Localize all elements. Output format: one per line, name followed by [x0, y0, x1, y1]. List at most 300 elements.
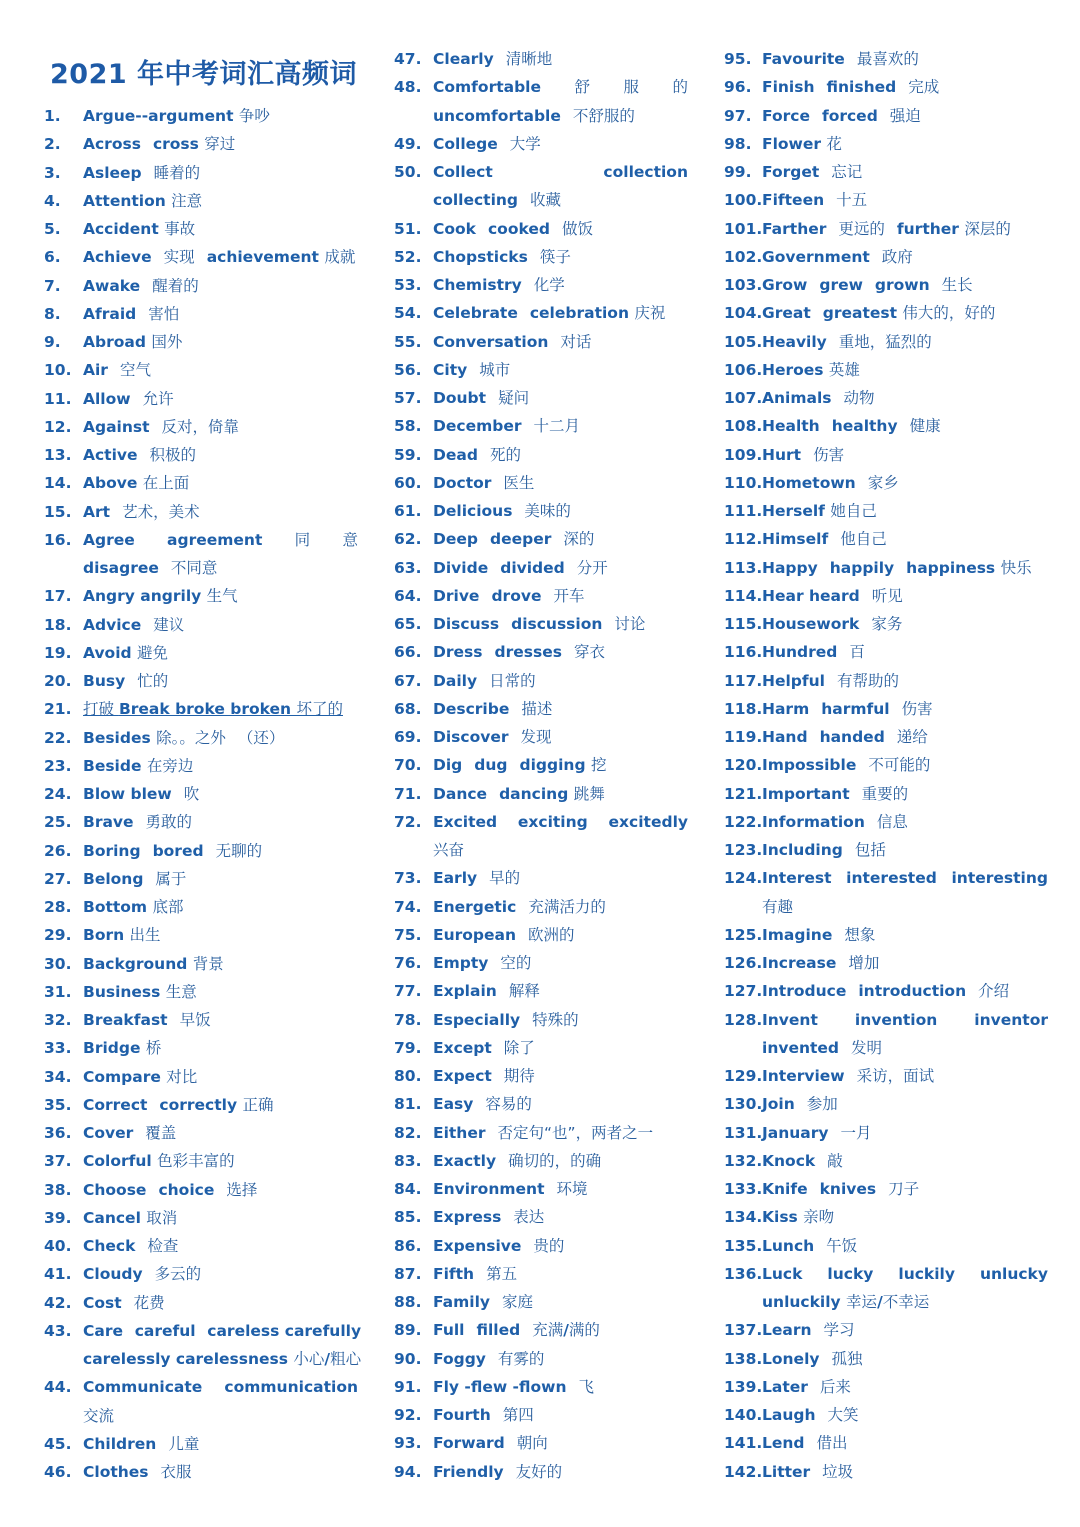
entry-text: 吹 — [183, 785, 200, 803]
entry-line — [762, 638, 1048, 666]
entry-line — [762, 469, 1048, 497]
entry-number: 44. — [44, 1378, 72, 1397]
entry-number: 18. — [44, 615, 72, 634]
entry-text: Fly -flew -flown — [433, 1377, 567, 1396]
vocab-entry — [394, 158, 688, 215]
entry-text: Learn — [762, 1321, 812, 1340]
vocab-entry — [724, 610, 1048, 638]
entry-text: Cost — [83, 1293, 122, 1312]
entry-text: 最喜欢的 — [856, 50, 919, 68]
vocab-entry — [394, 1345, 688, 1373]
entry-text: 伤害 — [813, 445, 845, 464]
entry-text: Favourite — [762, 50, 845, 68]
entry-number: 9. — [44, 333, 61, 351]
entry-text: 期待 — [503, 1067, 535, 1085]
entry-text: Argue--argument 争吵 — [83, 107, 270, 125]
entry-number: 119. — [724, 728, 763, 746]
entry-number: 123. — [724, 841, 763, 859]
entry-line — [83, 950, 358, 978]
entry-line — [83, 1402, 358, 1430]
entry-text: Lonely — [762, 1349, 820, 1368]
entry-line — [433, 186, 688, 214]
vocab-entry — [724, 158, 1048, 186]
entry-text: Foggy — [433, 1349, 486, 1368]
entry-line — [83, 724, 358, 752]
entry-text: 参加 — [806, 1095, 838, 1114]
entry-text: Kiss 亲吻 — [762, 1208, 835, 1227]
vocab-entry — [724, 582, 1048, 610]
entry-number: 92. — [394, 1406, 422, 1424]
entry-text: Lunch — [762, 1236, 815, 1255]
vocab-entry — [394, 441, 688, 469]
entry-text: Hear heard — [762, 586, 860, 605]
entry-line — [83, 1204, 358, 1232]
entry-text: Comfortable — [433, 78, 542, 97]
vocab-entry — [724, 808, 1048, 836]
entry-text: 检查 — [147, 1237, 179, 1255]
entry-number: 95. — [724, 50, 752, 68]
entry-line — [83, 1458, 358, 1486]
entry-line — [762, 1006, 1048, 1034]
entry-number: 43. — [44, 1321, 72, 1340]
entry-text: Knife — [762, 1180, 808, 1198]
entry-number: 121. — [724, 784, 763, 803]
entry-text: 覆盖 — [145, 1124, 177, 1142]
vocab-entry — [44, 526, 358, 583]
entry-text: 完成 — [908, 78, 940, 97]
entry-line — [433, 1175, 688, 1203]
vocab-entry — [394, 271, 688, 299]
entry-text: Impossible — [762, 756, 857, 775]
entry-text: Advice — [83, 615, 142, 634]
entry-number: 14. — [44, 474, 72, 493]
entry-number: 15. — [44, 502, 72, 521]
entry-text: 发现 — [520, 728, 552, 746]
vocab-entry — [394, 73, 688, 130]
entry-text: 筷子 — [539, 247, 571, 266]
vocab-entry — [44, 1232, 358, 1260]
entry-line — [83, 1430, 358, 1458]
entry-text: 醒着的 — [152, 276, 199, 295]
entry-text: 第五 — [486, 1264, 518, 1283]
entry-line — [83, 159, 358, 187]
vocab-entry — [394, 667, 688, 695]
entry-line — [83, 1119, 358, 1147]
entry-text: 积极的 — [149, 446, 197, 464]
vocab-entry — [724, 1316, 1048, 1344]
entry-number: 79. — [394, 1038, 422, 1057]
entry-text: Abroad 国外 — [83, 333, 183, 351]
entry-number: 6. — [44, 248, 61, 267]
entry-text: 十五 — [836, 191, 868, 210]
entry-text: Collect — [433, 163, 493, 181]
entry-number: 22. — [44, 728, 72, 747]
entry-text: Clearly — [433, 50, 494, 68]
entry-line — [433, 1090, 688, 1118]
entry-number: 90. — [394, 1349, 422, 1368]
entry-text: Government — [762, 247, 870, 266]
entry-text: Active — [83, 446, 138, 464]
entry-text: 增加 — [848, 954, 880, 972]
entry-text: exciting — [517, 812, 588, 831]
vocab-entry — [44, 808, 358, 836]
entry-number: 130. — [724, 1095, 763, 1114]
entry-number: 20. — [44, 672, 72, 690]
entry-text: Correct — [83, 1095, 148, 1114]
entry-line — [762, 554, 1048, 582]
entry-number: 85. — [394, 1208, 422, 1227]
entry-number: 71. — [394, 784, 422, 803]
entry-text: 递给 — [896, 728, 928, 746]
entry-line — [83, 978, 358, 1006]
entry-text: 深的 — [563, 530, 595, 549]
vocab-entry — [394, 977, 688, 1005]
entry-line — [762, 1147, 1048, 1175]
entry-text: Care — [83, 1321, 123, 1340]
entry-text: Environment — [433, 1180, 545, 1198]
entry-number: 116. — [724, 643, 763, 662]
entry-text: Especially — [433, 1010, 521, 1029]
entry-number: 135. — [724, 1236, 763, 1255]
vocab-entry — [724, 1401, 1048, 1429]
entry-number: 115. — [724, 615, 763, 633]
entry-number: 139. — [724, 1377, 763, 1396]
entry-number: 46. — [44, 1463, 72, 1481]
entry-number: 57. — [394, 389, 422, 407]
entry-text: 有帮助的 — [836, 671, 899, 690]
vocab-entry — [394, 893, 688, 921]
entry-text: Besides 除。。之外 — [83, 728, 226, 747]
vocab-entry — [44, 1289, 358, 1317]
entry-number: 10. — [44, 361, 72, 380]
vocab-entry — [44, 441, 358, 469]
vocab-entry — [724, 412, 1048, 440]
vocab-entry — [44, 130, 358, 158]
entry-line — [83, 498, 358, 526]
entry-number: 31. — [44, 982, 72, 1001]
entry-text: 讨论 — [614, 615, 646, 633]
entry-text: Drive — [433, 586, 480, 605]
entry-line — [762, 102, 1048, 130]
entry-text: Fourth — [433, 1406, 491, 1424]
entry-number: 25. — [44, 813, 72, 832]
entry-line — [433, 949, 688, 977]
entry-text: 实现 — [163, 248, 195, 267]
entry-text: Fifteen — [762, 191, 825, 210]
entry-text: 疑问 — [498, 389, 530, 407]
entry-line — [83, 385, 358, 413]
entry-text: Lend — [762, 1434, 805, 1453]
entry-number: 102. — [724, 247, 763, 266]
entry-line — [762, 299, 1048, 327]
entry-number: 62. — [394, 530, 422, 549]
entry-line — [433, 328, 688, 356]
entry-text: Himself — [762, 530, 829, 549]
entry-line — [83, 272, 358, 300]
entry-text: 打破 Break broke broken 坏了的 — [83, 700, 343, 719]
entry-text: 除了 — [503, 1038, 535, 1057]
entry-number: 120. — [724, 756, 763, 775]
entry-text: 艺术，美术 — [122, 502, 200, 521]
entry-text: Housework — [762, 615, 860, 633]
entry-text: Explain — [433, 982, 497, 1001]
entry-number: 100. — [724, 191, 763, 210]
vocab-entry — [394, 1288, 688, 1316]
entry-text: 否定句“也”，两者之一 — [497, 1123, 654, 1142]
entry-text: bored — [152, 841, 204, 860]
entry-text: Discuss — [433, 615, 500, 633]
vocab-entry — [724, 723, 1048, 751]
entry-text: Daily — [433, 671, 478, 690]
vocab-entry — [44, 385, 358, 413]
entry-text: unlucky — [979, 1264, 1048, 1283]
entry-line — [433, 1458, 688, 1486]
entry-text: 确切的，的确 — [508, 1151, 602, 1170]
entry-number: 128. — [724, 1010, 763, 1029]
entry-text: 包括 — [854, 841, 886, 859]
entry-text: City — [433, 360, 468, 379]
entry-line — [433, 836, 688, 864]
vocab-entry — [44, 1006, 358, 1034]
entry-number: 77. — [394, 982, 422, 1001]
entry-line — [83, 243, 358, 271]
entry-text: further 深层的 — [896, 219, 1011, 238]
entry-text: 化学 — [533, 276, 565, 294]
entry-text: 城市 — [479, 360, 511, 379]
entry-text: interested — [846, 869, 937, 888]
entry-text: Interview — [762, 1067, 845, 1085]
vocab-entry — [394, 299, 688, 327]
vocab-entry — [44, 639, 358, 667]
vocab-entry — [394, 243, 688, 271]
entry-line — [433, 582, 688, 610]
entry-number: 70. — [394, 756, 422, 775]
entry-number: 64. — [394, 586, 422, 605]
entry-number: 51. — [394, 219, 422, 238]
entry-text: Colorful 色彩丰富的 — [83, 1152, 235, 1171]
vocab-entry — [44, 215, 358, 243]
entry-number: 127. — [724, 982, 763, 1001]
entry-text: Empty — [433, 954, 489, 972]
entry-number: 113. — [724, 558, 763, 577]
entry-text: Conversation — [433, 332, 549, 351]
entry-number: 78. — [394, 1010, 422, 1029]
entry-text: 采访，面试 — [856, 1067, 935, 1085]
entry-line — [762, 328, 1048, 356]
entry-line — [762, 610, 1048, 638]
vocab-entry — [724, 1119, 1048, 1147]
entry-line — [83, 215, 358, 243]
entry-line — [433, 525, 688, 553]
entry-number: 99. — [724, 163, 752, 181]
entry-number: 48. — [394, 78, 422, 97]
entry-text: Forget — [762, 163, 820, 181]
entry-number: 5. — [44, 220, 61, 238]
entry-number: 91. — [394, 1377, 422, 1396]
entry-text: Busy — [83, 672, 126, 690]
entry-line — [83, 554, 358, 582]
entry-text: Expect — [433, 1067, 492, 1085]
entry-line — [83, 752, 358, 780]
entry-text: Early — [433, 869, 478, 888]
entry-number: 40. — [44, 1237, 72, 1255]
entry-text: finished — [826, 78, 897, 97]
entry-text: Family — [433, 1293, 491, 1311]
entry-text: Energetic — [433, 897, 517, 916]
vocab-entry — [44, 695, 358, 723]
entry-line — [83, 865, 358, 893]
entry-text: happily — [829, 558, 895, 577]
entry-number: 81. — [394, 1095, 422, 1114]
vocab-entry — [394, 1458, 688, 1486]
entry-number: 140. — [724, 1406, 763, 1424]
entry-text: Health — [762, 417, 820, 436]
vocab-entry — [724, 667, 1048, 695]
entry-line — [762, 1203, 1048, 1231]
vocab-entry — [44, 102, 358, 130]
entry-number: 30. — [44, 954, 72, 973]
vocab-column-2 — [394, 45, 688, 1486]
vocab-entry — [394, 45, 688, 73]
entry-number: 107. — [724, 389, 763, 407]
entry-text: 医生 — [503, 473, 535, 492]
entry-text: 贵的 — [533, 1236, 565, 1255]
vocab-entry — [724, 949, 1048, 977]
vocab-entry — [724, 73, 1048, 101]
entry-line — [433, 638, 688, 666]
entry-text: dresses — [494, 643, 562, 662]
entry-text: December — [433, 417, 522, 436]
vocab-entry — [44, 1373, 358, 1430]
entry-line — [433, 921, 688, 949]
vocab-entry — [724, 1090, 1048, 1118]
entry-text: Litter — [762, 1462, 811, 1481]
vocab-entry — [394, 1373, 688, 1401]
entry-text: 家务 — [871, 615, 903, 633]
entry-text: Against — [83, 417, 150, 436]
entry-text: 清晰地 — [505, 50, 553, 68]
entry-line — [762, 1260, 1048, 1288]
entry-text: communication — [224, 1378, 358, 1397]
entry-number: 132. — [724, 1151, 763, 1170]
entry-text: forced — [821, 106, 878, 125]
entry-text: Check — [83, 1237, 136, 1255]
entry-text: Dead — [433, 445, 478, 464]
entry-number: 76. — [394, 954, 422, 972]
entry-line — [83, 1317, 361, 1345]
entry-line — [83, 1176, 358, 1204]
entry-number: 117. — [724, 671, 763, 690]
entry-text: 选择 — [226, 1180, 258, 1199]
entry-text: 有雾的 — [497, 1349, 545, 1368]
vocab-entry — [394, 780, 688, 808]
entry-text: greatest 伟大的，好的 — [822, 304, 996, 323]
entry-text: Chopsticks — [433, 247, 528, 266]
entry-number: 53. — [394, 276, 422, 294]
entry-line — [83, 1034, 358, 1062]
entry-line — [762, 893, 1048, 921]
vocab-entry — [724, 1260, 1048, 1317]
entry-text: Above 在上面 — [83, 474, 190, 493]
entry-number: 96. — [724, 78, 752, 97]
entry-text: 解释 — [508, 982, 540, 1001]
entry-text: 对话 — [560, 332, 592, 351]
entry-line — [433, 808, 688, 836]
entry-text: 忘记 — [831, 163, 863, 181]
entry-number: 133. — [724, 1180, 763, 1198]
vocab-entry — [44, 469, 358, 497]
entry-text: careless carefully — [207, 1321, 362, 1340]
entry-text: Hurt — [762, 445, 802, 464]
entry-number: 106. — [724, 360, 763, 379]
vocab-entry — [44, 272, 358, 300]
entry-line — [433, 893, 688, 921]
entry-text: Exactly — [433, 1151, 497, 1170]
entry-number: 2. — [44, 135, 61, 154]
entry-text: agreement — [167, 530, 263, 549]
entry-number: 137. — [724, 1321, 763, 1340]
entry-line — [762, 1175, 1048, 1203]
entry-text: digging 挖 — [519, 756, 607, 775]
entry-text: 伤害 — [901, 699, 933, 718]
entry-text: Grow — [762, 276, 808, 294]
entry-text: 特殊的 — [532, 1010, 579, 1029]
vocab-entry — [394, 1232, 688, 1260]
vocab-entry — [44, 1091, 358, 1119]
entry-number: 37. — [44, 1152, 72, 1171]
entry-text: Great — [762, 304, 811, 323]
entry-text: harmful — [821, 699, 890, 718]
entry-text: 充满/满的 — [532, 1321, 600, 1340]
vocab-entry — [394, 356, 688, 384]
entry-number: 101. — [724, 219, 763, 238]
entry-text: Force — [762, 106, 810, 125]
vocab-entry — [724, 328, 1048, 356]
entry-text: cooked — [487, 219, 550, 238]
entry-text: 允许 — [142, 389, 174, 408]
entry-line — [762, 1034, 1048, 1062]
vocab-entry — [44, 300, 358, 328]
vocab-entry — [44, 413, 358, 441]
entry-line — [762, 582, 1048, 610]
entry-text: Including — [762, 841, 843, 859]
entry-number: 28. — [44, 898, 72, 916]
entry-text: 空气 — [119, 361, 151, 380]
vocab-entry — [394, 695, 688, 723]
entry-text: luckily — [898, 1264, 955, 1283]
entry-number: 29. — [44, 926, 72, 945]
entry-text: 强迫 — [889, 106, 921, 125]
entry-line — [762, 977, 1048, 1005]
entry-text: 重地，猛烈的 — [838, 332, 932, 351]
vocab-entry — [44, 1034, 358, 1062]
entry-text: 家乡 — [867, 473, 899, 492]
entry-number: 55. — [394, 332, 422, 351]
vocab-entry — [44, 498, 358, 526]
vocab-entry — [724, 1429, 1048, 1457]
entry-text: Except — [433, 1038, 492, 1057]
vocab-entry — [724, 1203, 1048, 1231]
entry-text: handed — [819, 728, 885, 746]
entry-text: 同 — [294, 530, 311, 549]
entry-line — [762, 497, 1048, 525]
entry-number: 93. — [394, 1434, 422, 1453]
entry-line — [433, 412, 688, 440]
entry-number: 141. — [724, 1434, 763, 1453]
entry-line — [762, 1429, 1048, 1457]
entry-text: Breakfast — [83, 1011, 168, 1029]
vocab-entry — [44, 582, 358, 610]
